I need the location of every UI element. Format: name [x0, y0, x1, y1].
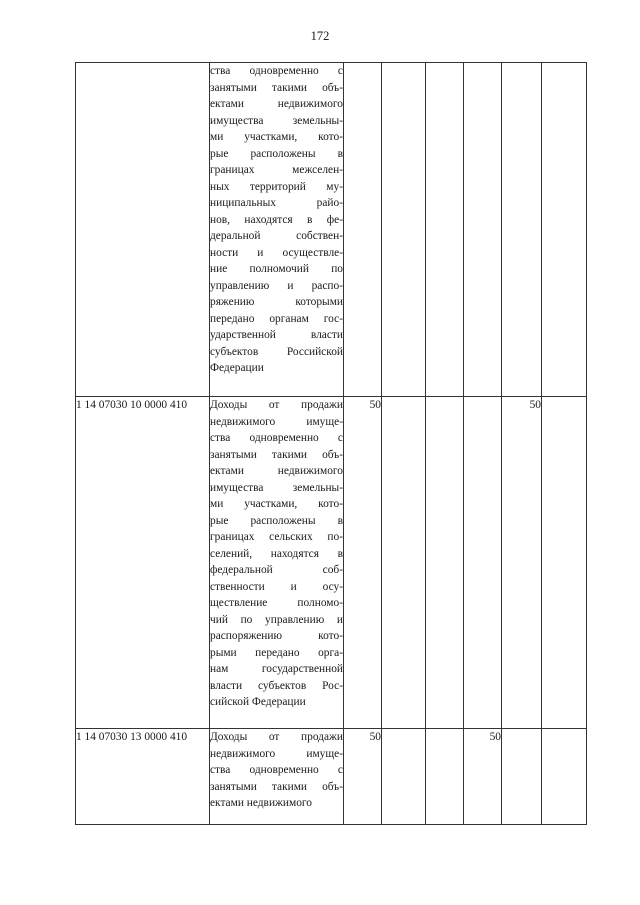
amount-cell — [542, 63, 587, 397]
amount-cell — [382, 63, 426, 397]
description-line: ектами недвижимого — [210, 98, 343, 110]
description-line: имущества земельны- — [210, 481, 343, 494]
description-cell — [210, 397, 344, 729]
description-line: ряжению которыми — [210, 296, 343, 308]
description-line: ектами недвижимого — [210, 465, 343, 477]
description-line: ектами недвижимого — [210, 797, 312, 809]
budget-code-cell — [76, 63, 210, 397]
table-row — [76, 397, 587, 729]
amount-cell — [464, 397, 502, 729]
description-line: распоряжению кото- — [210, 630, 343, 642]
amount-cell — [542, 397, 587, 729]
description-line: ственности и осу- — [210, 580, 343, 593]
description-line: Федерации — [210, 362, 264, 374]
description-line: субъектов Российской — [210, 345, 343, 358]
description-line: ства одновременно с — [210, 432, 343, 444]
description-line: занятыми такими объ- — [210, 448, 343, 461]
amount-cell — [502, 729, 542, 825]
budget-table — [75, 62, 587, 825]
description-line: ниципальных райо- — [210, 197, 343, 209]
description-line: селений, находятся в — [210, 547, 343, 560]
amount-cell: 50 — [344, 729, 382, 825]
description-line: границах сельских по- — [210, 531, 343, 543]
description-line: чий по управлению и — [210, 613, 343, 626]
amount-cell — [464, 63, 502, 397]
amount-cell — [382, 397, 426, 729]
amount-cell — [382, 729, 426, 825]
table-row — [76, 729, 587, 825]
description-line: власти субъектов Рос- — [210, 679, 343, 692]
description-line: сийской Федерации — [210, 696, 306, 708]
description-line: недвижимого имуще- — [210, 747, 343, 760]
description-line: деральной собствен- — [210, 230, 343, 242]
description-line: управлению и распо- — [210, 279, 343, 292]
description-line: ности и осуществле- — [210, 246, 343, 259]
description-line: рые расположены в — [210, 147, 343, 160]
description-line: ударственной власти — [210, 329, 343, 341]
budget-code-cell: 1 14 07030 13 0000 410 — [76, 729, 210, 825]
description-line: ществление полномо- — [210, 597, 343, 609]
description-line: передано органам гос- — [210, 312, 343, 325]
description-line: Доходы от продажи — [210, 399, 343, 411]
description-cell — [210, 63, 344, 397]
table-row — [76, 63, 587, 397]
description-line: рыми передано орга- — [210, 646, 343, 659]
amount-cell — [426, 397, 464, 729]
description-line: ние полномочий по — [210, 263, 343, 275]
amount-cell: 50 — [502, 397, 542, 729]
description-line: недвижимого имуще- — [210, 415, 343, 428]
budget-code-cell: 1 14 07030 10 0000 410 — [76, 397, 210, 729]
description-line: федеральной соб- — [210, 564, 343, 576]
amount-cell — [426, 729, 464, 825]
amount-cell — [542, 729, 587, 825]
amount-cell — [344, 63, 382, 397]
amount-cell: 50 — [344, 397, 382, 729]
description-line: ных территорий му- — [210, 180, 343, 193]
description-line: ства одновременно с — [210, 65, 343, 77]
amount-cell: 50 — [464, 729, 502, 825]
description-line: ми участками, кото- — [210, 498, 343, 510]
description-line: занятыми такими объ- — [210, 81, 343, 94]
page-number: 172 — [310, 29, 330, 43]
description-line: рые расположены в — [210, 514, 343, 527]
description-line: ства одновременно с — [210, 764, 343, 776]
description-line: имущества земельны- — [210, 114, 343, 127]
description-line: Доходы от продажи — [210, 731, 343, 743]
description-line: нам государственной — [210, 663, 343, 675]
description-line: границах межселен- — [210, 164, 343, 176]
description-cell — [210, 729, 344, 825]
amount-cell — [502, 63, 542, 397]
description-line: занятыми такими объ- — [210, 780, 343, 793]
amount-cell — [426, 63, 464, 397]
description-line: нов, находятся в фе- — [210, 213, 343, 226]
description-line: ми участками, кото- — [210, 131, 343, 143]
